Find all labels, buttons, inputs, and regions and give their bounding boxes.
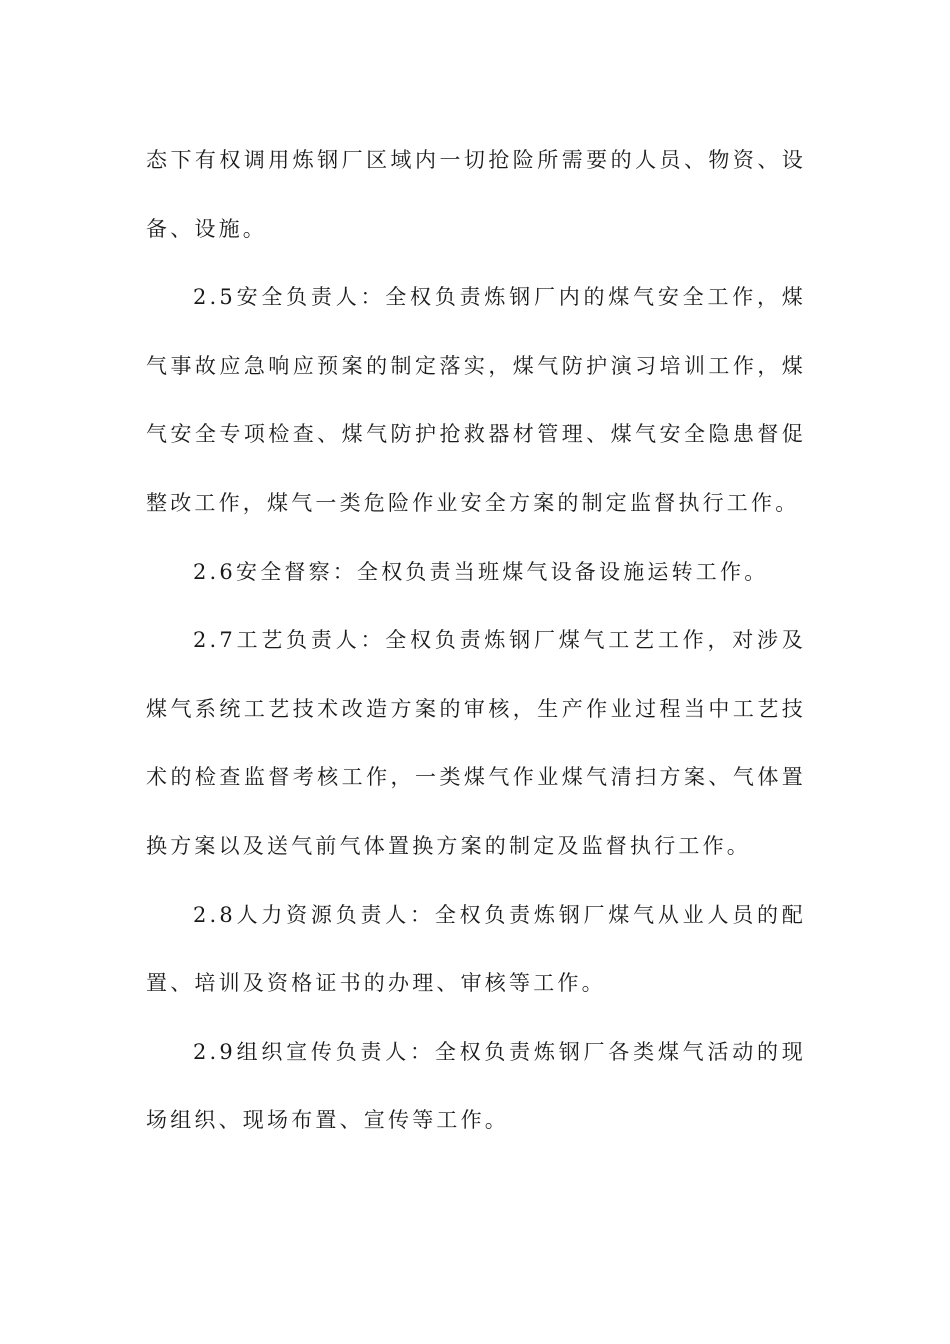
paragraph-2-6-safety-inspector: 2.6安全督察：全权负责当班煤气设备设施运转工作。 <box>193 559 769 584</box>
paragraph-2-9-publicity-lead: 2.9组织宣传负责人：全权负责炼钢厂各类煤气活动的现场组织、现场布置、宣传等工作。 <box>146 1039 806 1133</box>
paragraph-2-7-process-lead: 2.7工艺负责人：全权负责炼钢厂煤气工艺工作，对涉及煤气系统工艺技术改造方案的审核，生产作业过程当中工艺技术的检查监督考核工作，一类煤气作业煤气清扫方案、气体置换方案以及送气前气体置换方案的制定及监督执行工作。 <box>146 628 806 858</box>
paragraph-2-8-hr-lead: 2.8人力资源负责人：全权负责炼钢厂煤气从业人员的配置、培训及资格证书的办理、审核等工作。 <box>146 902 806 996</box>
document-body <box>146 126 806 1155</box>
paragraph-2-5-safety-lead: 2.5安全负责人：全权负责炼钢厂内的煤气安全工作，煤气事故应急响应预案的制定落实，煤气防护演习培训工作，煤气安全专项检查、煤气防护抢救器材管理、煤气安全隐患督促整改工作，煤气一类危险作业安全方案的制定监督执行工作。 <box>146 285 806 515</box>
paragraph-continuation: 态下有权调用炼钢厂区域内一切抢险所需要的人员、物资、设备、设施。 <box>146 148 806 241</box>
